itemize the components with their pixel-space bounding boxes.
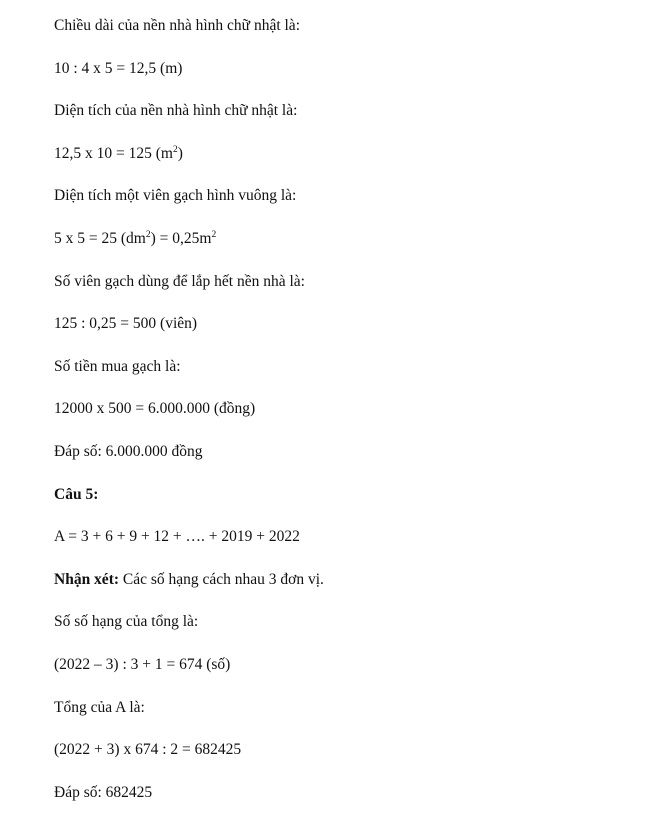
calc-text: ) = 0,25m: [150, 229, 212, 247]
superscript: 2: [211, 229, 217, 240]
remark-line: [54, 570, 644, 590]
calculation-line: 12000 x 500 = 6.000.000 (đồng): [54, 400, 256, 418]
remark-label: Nhận xét:: [54, 570, 120, 588]
calculation-line: 125 : 0,25 = 500 (viên): [54, 315, 198, 333]
text-line: Số viên gạch dùng để lắp hết nền nhà là:: [54, 272, 305, 290]
calc-text: ): [177, 144, 183, 162]
superscript: 2: [145, 229, 151, 240]
remark-text: Các số hạng cách nhau 3 đơn vị.: [119, 570, 324, 588]
document-body: [54, 16, 644, 825]
calculation-line: (2022 – 3) : 3 + 1 = 674 (số): [54, 655, 231, 673]
superscript: 2: [172, 144, 178, 155]
calculation-line: [54, 144, 644, 164]
calculation-line: A = 3 + 6 + 9 + 12 + …. + 2019 + 2022: [54, 528, 300, 546]
text-line: Chiều dài của nền nhà hình chữ nhật là:: [54, 17, 300, 34]
text-line: Số tiền mua gạch là:: [54, 357, 181, 375]
calc-text: 5 x 5 = 25 (dm: [54, 229, 146, 247]
question-heading: Câu 5:: [54, 485, 99, 503]
calculation-line: [54, 229, 644, 249]
calculation-line: (2022 + 3) x 674 : 2 = 682425: [54, 741, 242, 759]
calc-text: 12,5 x 10 = 125 (m: [54, 144, 173, 162]
answer-line: Đáp số: 6.000.000 đồng: [54, 442, 203, 460]
text-line: Diện tích một viên gạch hình vuông là:: [54, 187, 297, 205]
answer-line: Đáp số: 682425: [54, 783, 153, 801]
text-line: Tổng của A là:: [54, 698, 145, 716]
calculation-line: 10 : 4 x 5 = 12,5 (m): [54, 59, 183, 77]
text-line: Số số hạng của tổng là:: [54, 613, 199, 631]
text-line: Diện tích của nền nhà hình chữ nhật là:: [54, 102, 298, 120]
